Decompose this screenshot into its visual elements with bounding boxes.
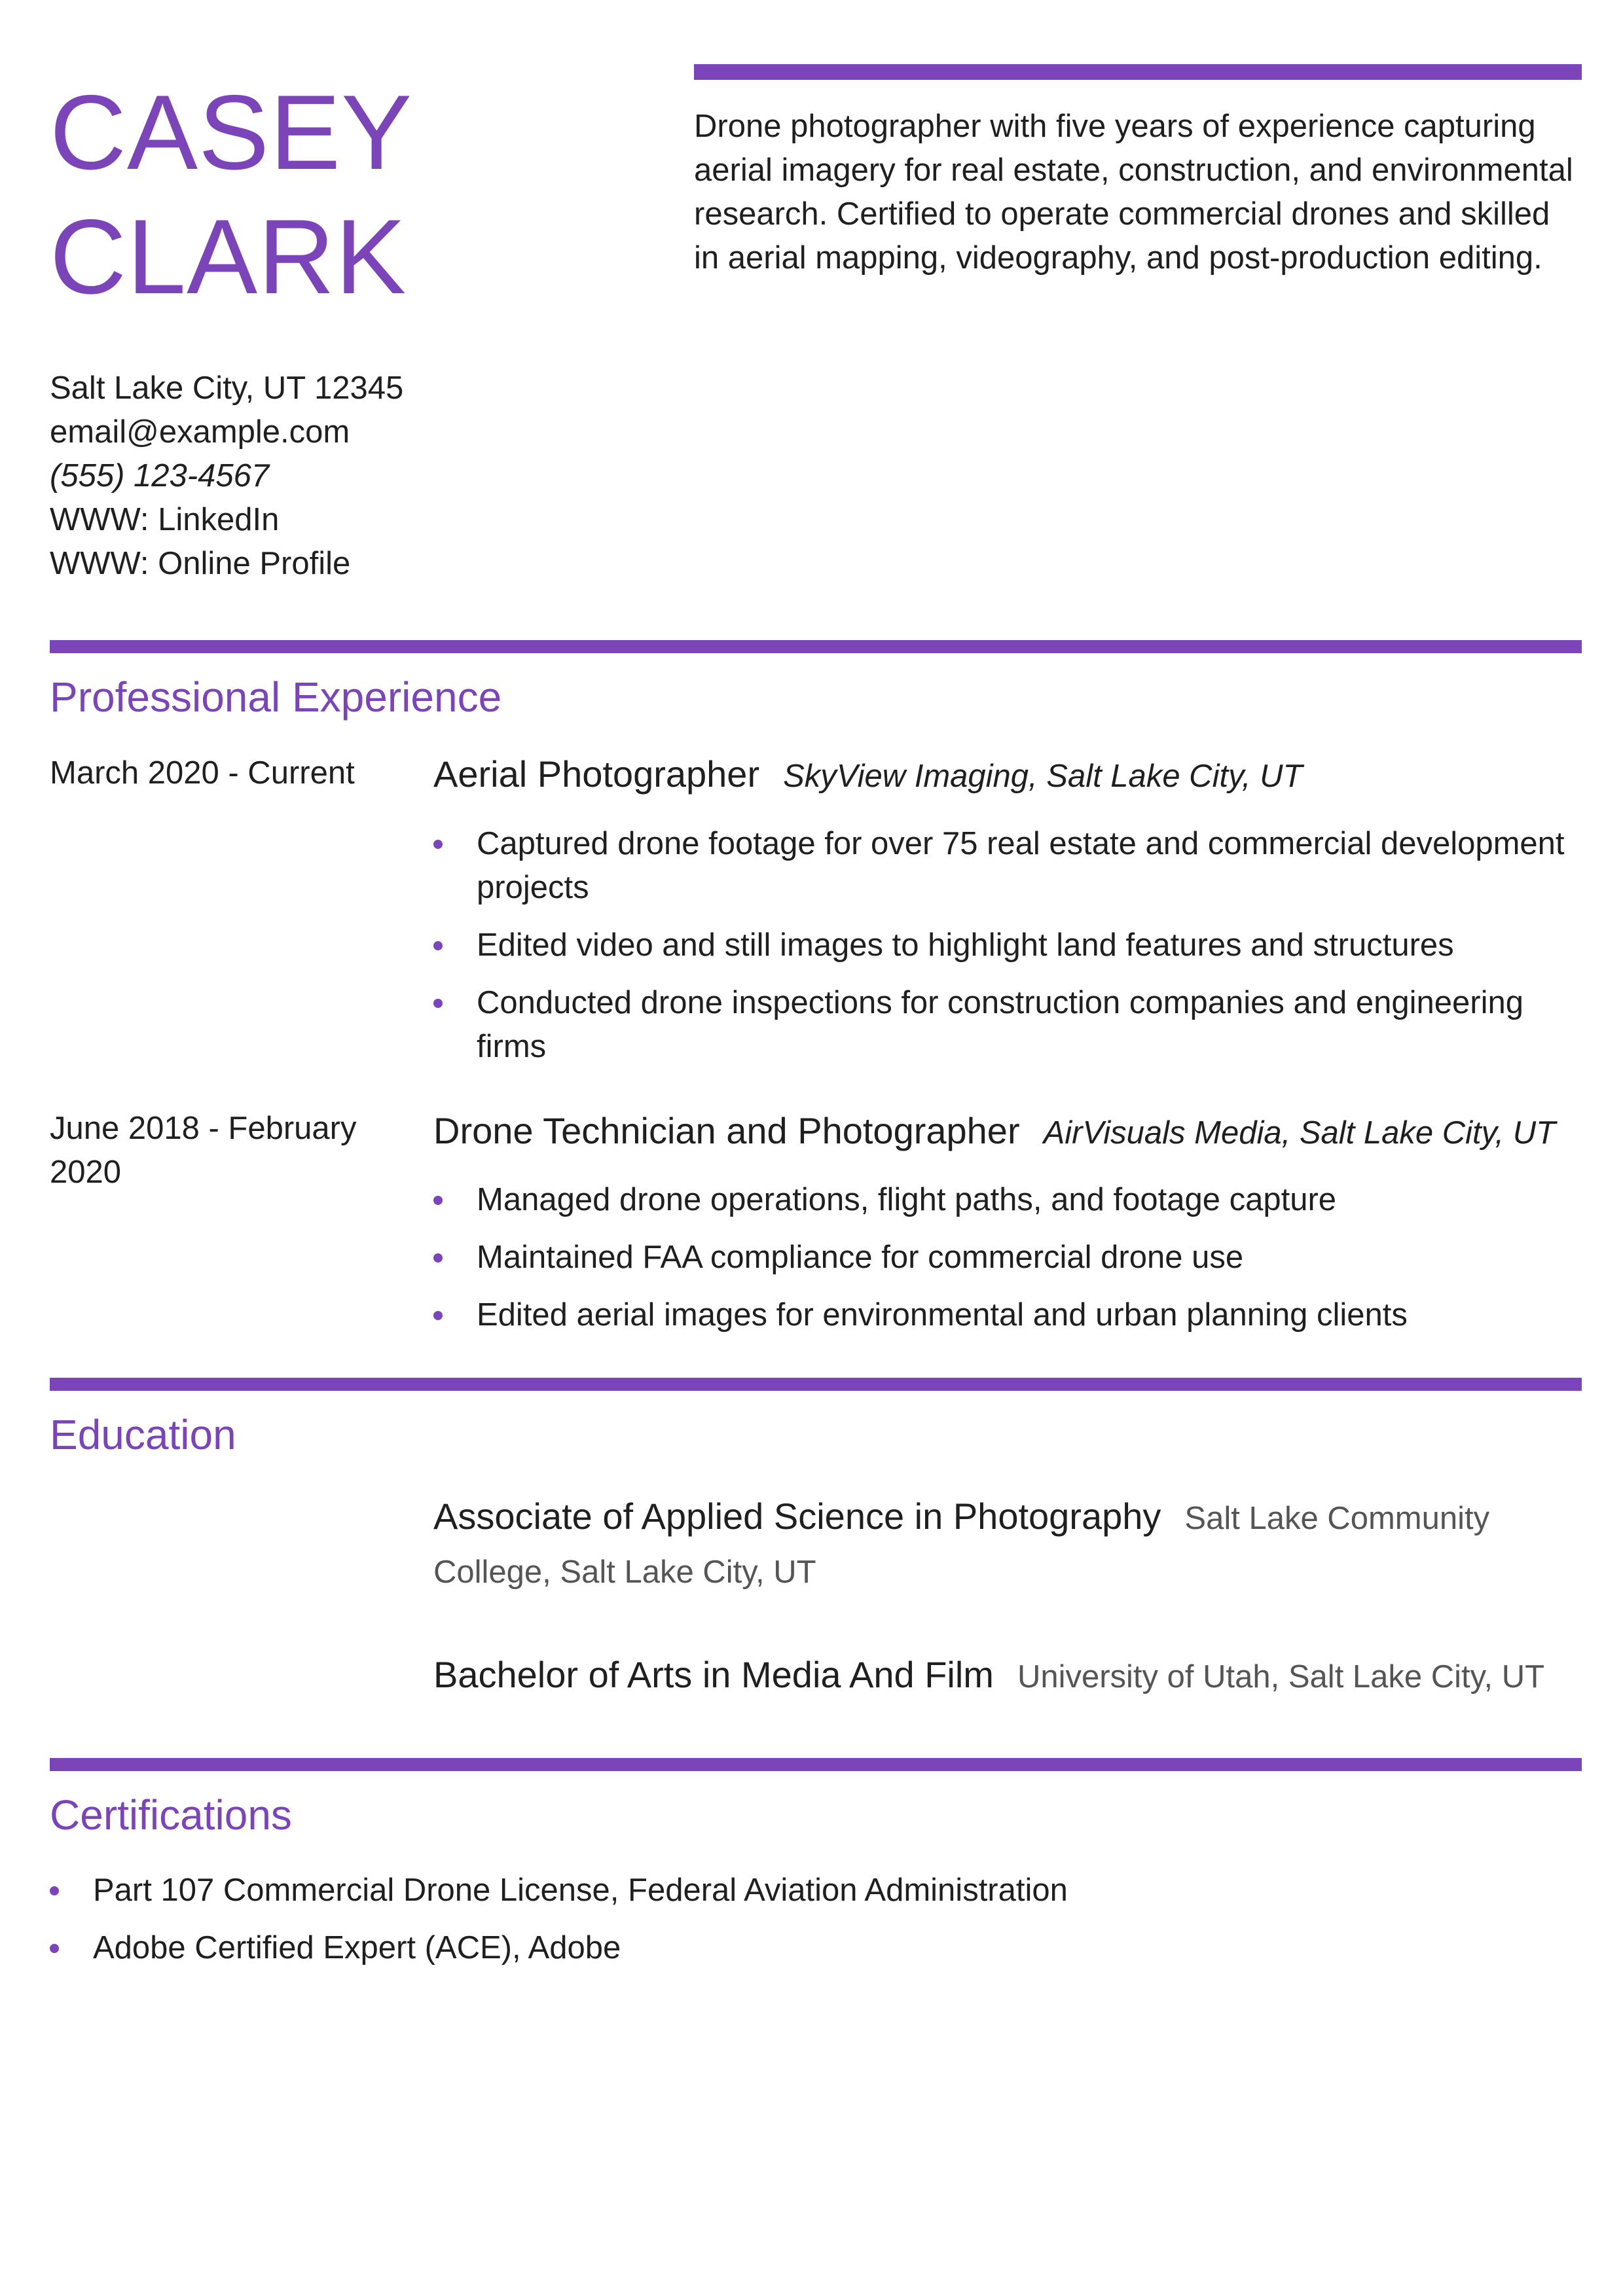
bullet-icon xyxy=(433,840,443,849)
bullet-icon xyxy=(433,999,443,1008)
list-item xyxy=(50,1869,1582,1912)
education-school: University of Utah, Salt Lake City, UT xyxy=(1017,1659,1545,1695)
bullet-text: Captured drone footage for over 75 real estate and commercial development projects xyxy=(477,826,1565,905)
contact-address: Salt Lake City, UT 12345 xyxy=(50,370,404,406)
education-item xyxy=(433,1490,1582,1599)
contact-phone[interactable]: (555) 123-4567 xyxy=(50,458,270,493)
job-header xyxy=(433,753,1302,795)
job-company: SkyView Imaging, Salt Lake City, UT xyxy=(783,759,1303,794)
section-divider xyxy=(50,1758,1582,1771)
list-item xyxy=(50,1926,1582,1970)
education-degree: Bachelor of Arts in Media And Film xyxy=(433,1654,994,1695)
contact-profile-link[interactable]: WWW: Online Profile xyxy=(50,546,351,581)
bullet-icon xyxy=(433,1196,443,1205)
education-degree: Associate of Applied Science in Photography xyxy=(433,1496,1161,1537)
first-name: CASEY xyxy=(50,73,413,192)
bullet-icon xyxy=(50,1886,59,1895)
contact-linkedin-link[interactable]: WWW: LinkedIn xyxy=(50,502,280,537)
job-bullet-list xyxy=(433,1178,1582,1351)
bullet-icon xyxy=(433,1311,443,1320)
bullet-text: Edited aerial images for environmental and urban planning clients xyxy=(477,1297,1408,1333)
list-item xyxy=(433,981,1582,1069)
bullet-icon xyxy=(50,1944,59,1953)
list-item xyxy=(433,1236,1582,1280)
job-dates: June 2018 - February 2020 xyxy=(50,1111,357,1190)
bullet-text: Managed drone operations, flight paths, and footage capture xyxy=(477,1182,1337,1217)
certification-list xyxy=(50,1869,1582,1984)
section-title-experience: Professional Experience xyxy=(50,673,502,721)
certification-text: Part 107 Commercial Drone License, Federal Aviation Administration xyxy=(93,1873,1068,1908)
section-title-certifications: Certifications xyxy=(50,1791,292,1839)
job-bullet-list xyxy=(433,822,1582,1083)
list-item xyxy=(433,1178,1582,1222)
contact-info xyxy=(50,367,403,586)
list-item xyxy=(433,1293,1582,1337)
section-title-education: Education xyxy=(50,1411,236,1458)
bullet-icon xyxy=(433,1253,443,1263)
bullet-text: Edited video and still images to highlight land features and structures xyxy=(477,927,1454,963)
bullet-text: Maintained FAA compliance for commercial drone use xyxy=(477,1240,1244,1275)
list-item xyxy=(433,822,1582,910)
bullet-text: Conducted drone inspections for construction companies and engineering firms xyxy=(477,985,1523,1064)
section-divider xyxy=(50,640,1582,653)
job-company: AirVisuals Media, Salt Lake City, UT xyxy=(1043,1115,1556,1151)
job-title: Aerial Photographer xyxy=(433,753,760,795)
header-divider xyxy=(694,64,1582,80)
last-name: CLARK xyxy=(50,198,407,316)
candidate-name xyxy=(50,71,412,319)
job-dates: March 2020 - Current xyxy=(50,755,355,791)
education-school: Salt Lake Community College, Salt Lake City, UT xyxy=(433,1501,1490,1590)
job-header xyxy=(433,1109,1556,1152)
job-title: Drone Technician and Photographer xyxy=(433,1110,1020,1151)
professional-summary: Drone photographer with five years of experience capturing aerial imagery for real estate, construction, and environmental research. Certified to operate commercial drones and skilled in aerial mapping, videography, and post-production editing. xyxy=(694,109,1573,276)
section-divider xyxy=(50,1378,1582,1391)
list-item xyxy=(433,924,1582,967)
certification-text: Adobe Certified Expert (ACE), Adobe xyxy=(93,1930,621,1965)
bullet-icon xyxy=(433,941,443,950)
education-item xyxy=(433,1648,1582,1704)
contact-email[interactable]: email@example.com xyxy=(50,414,350,450)
